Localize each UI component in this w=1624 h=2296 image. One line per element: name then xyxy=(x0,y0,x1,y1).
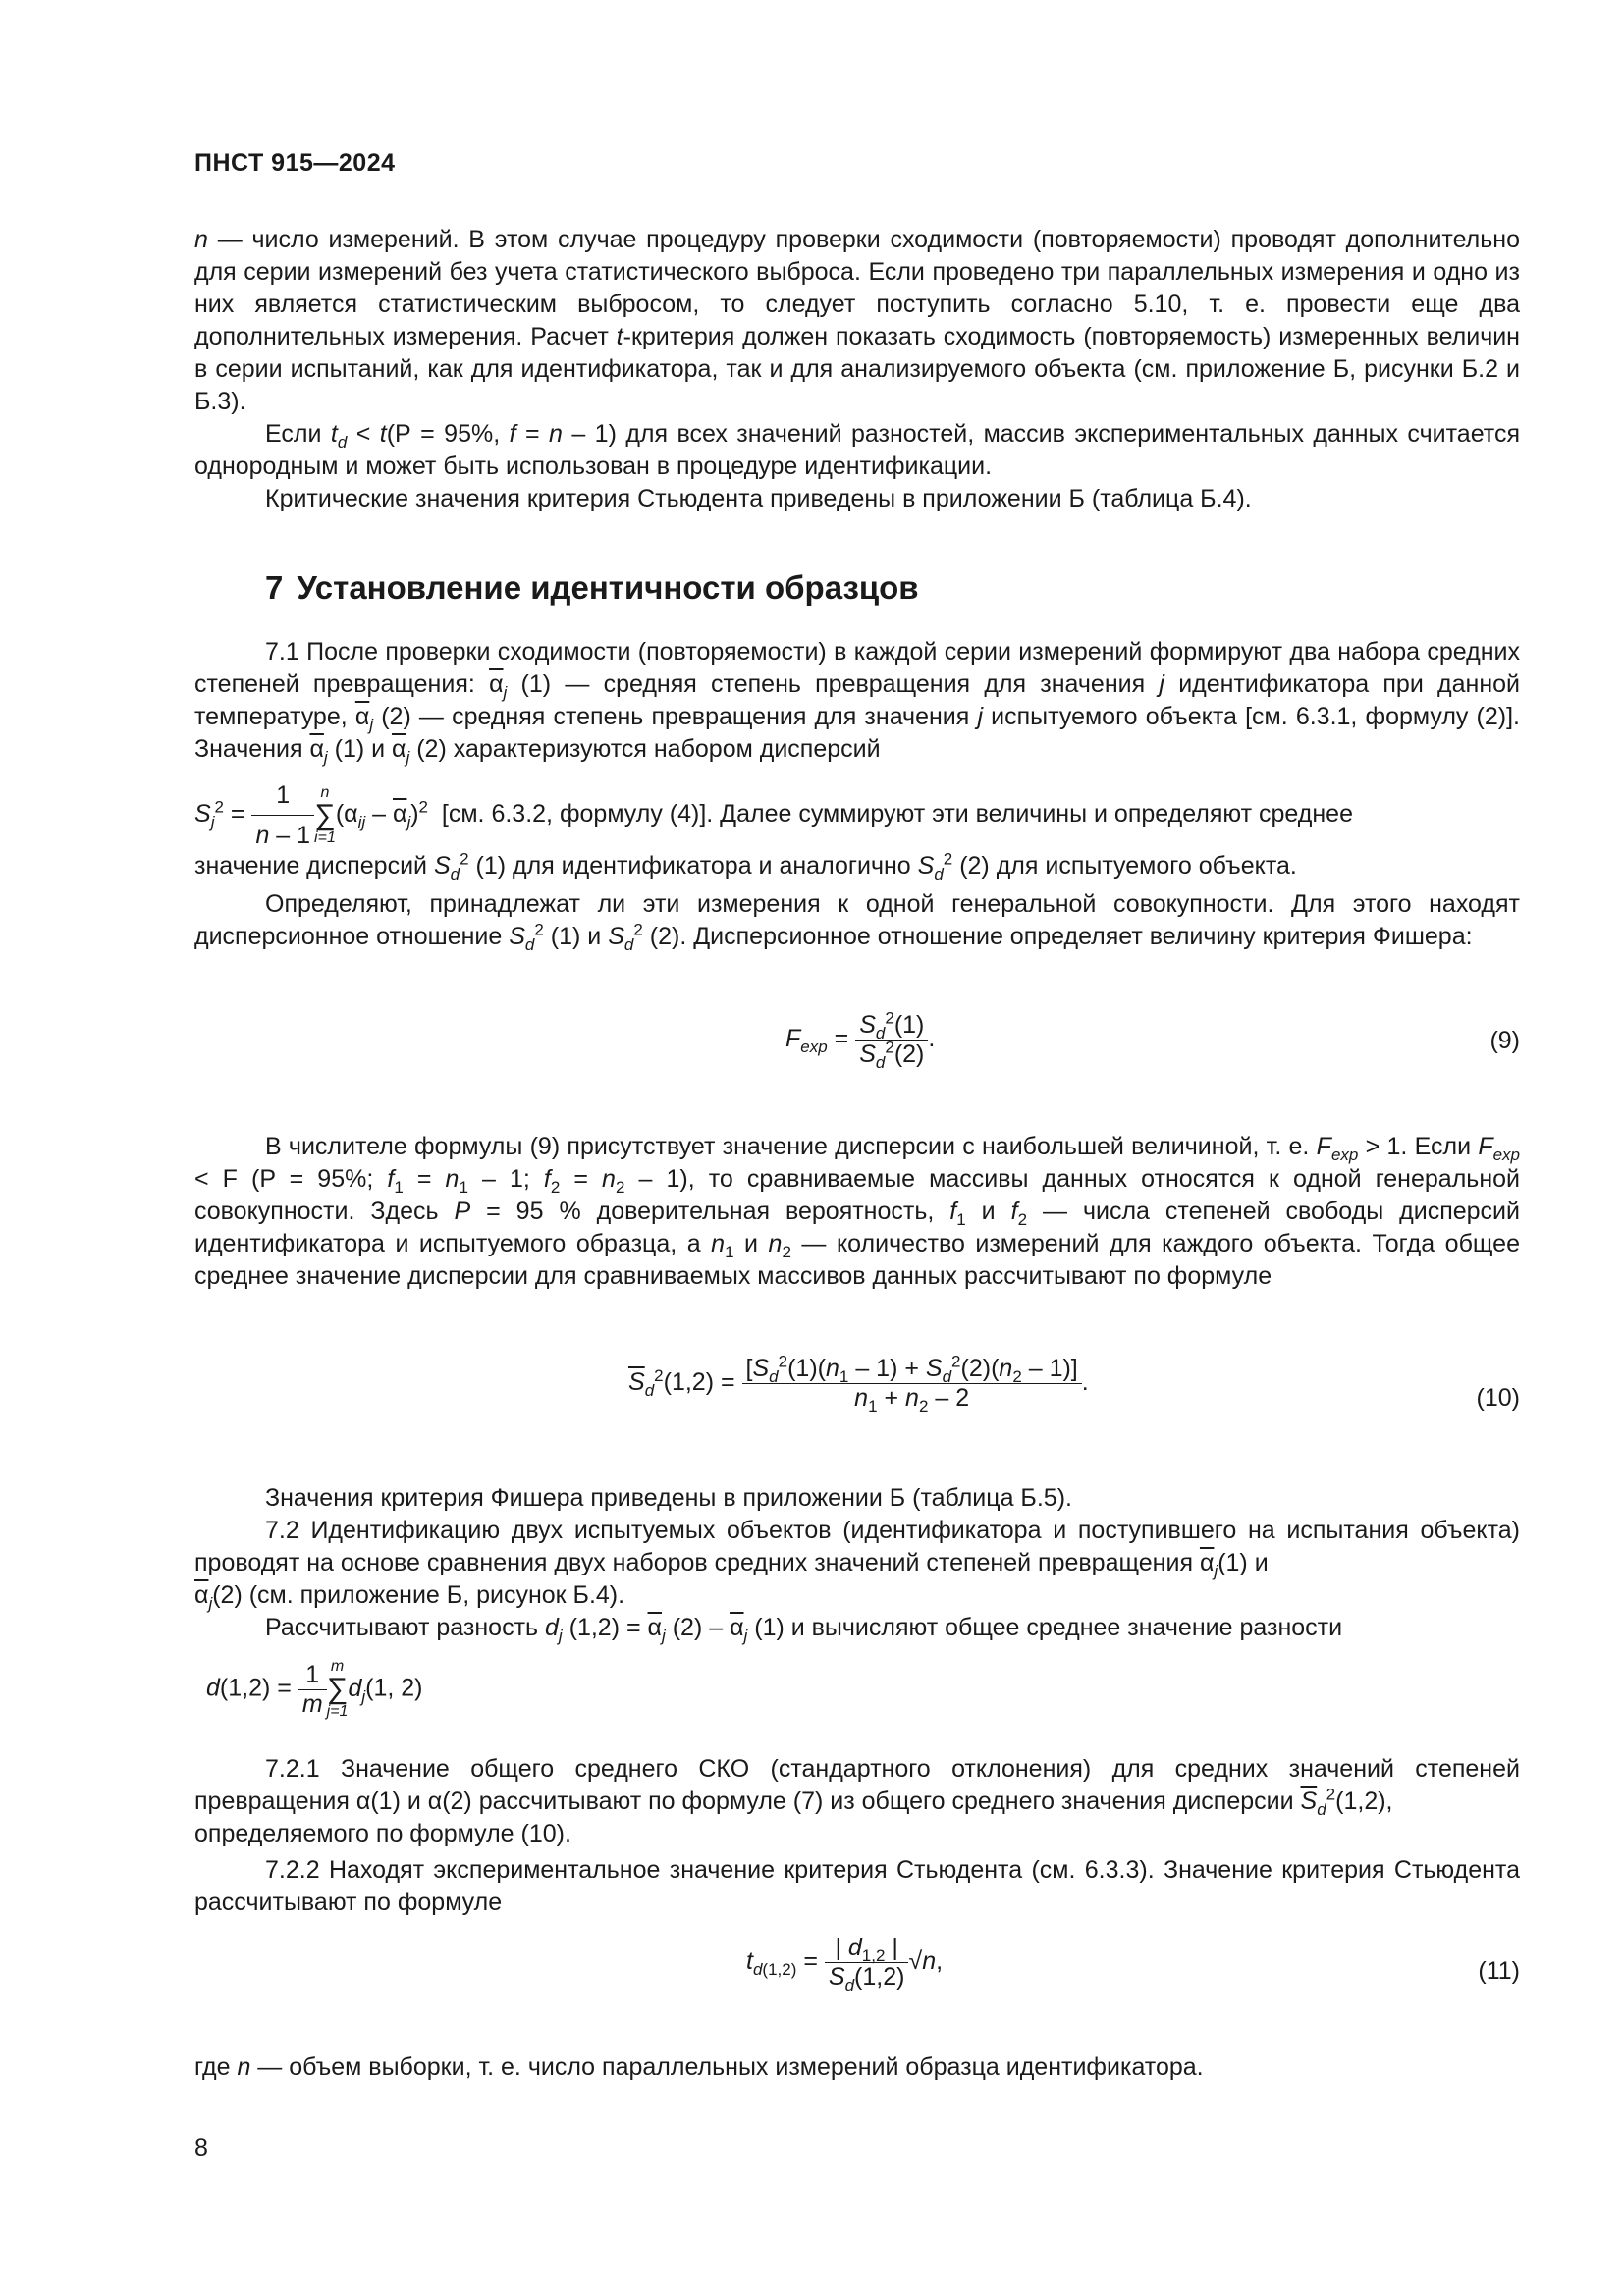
formula-9: $F_{exp}$ = $\frac{S_d^2(1)}{S_d^2(2)}$ . xyxy=(785,1008,936,1072)
paragraph-7-2: Значения критерия Фишера приведены в приложении Б (таблица Б.5). 7.2 Идентификацию двух испытуемых объектов (идентификатора и поступившего на испытания объекта) проводят на основе сравнения двух наборов средних значений степеней превращения $\overline{\alpha}_j(1)$ и $\overline{\alpha}_j(2)$ (см. приложение Б, рисунок Б.4). Рассчитывают разность $d_j$ $(1,2) = \overline{\alpha}_j$ $(2) - \overline{\alpha}_j$ (1) и вычисляют общее среднее значение разности xyxy=(194,1484,1520,1645)
paragraph: n — число измерений. В этом случае процедуру проверки сходимости (повторяемости) проводят дополнительно для серии измерений без учета статистического выброса. Если проведено три параллельных измерения и одно из них является статистическим выбросом, то следует поступить согласно 5.10, т. е. провести еще два дополнительных измерения. Расчет t-критерия должен показать сходимость (повторяемость) измеренных величин в серии испытаний, как для идентификатора, так и для анализируемого объекта (см. приложение Б, рисунки Б.2 и Б.3). xyxy=(194,226,1520,415)
paragraph-7-2-1: 7.2.1 Значение общего среднего СКО (стандартного отклонения) для средних значений степеней превращения α(1) и α(2) рассчитывают по формуле (7) из общего среднего значения дисперсии $\overline{S}_d^2(1,2)$, определяемого по формуле (10). 7.2.2 Находят экспериментальное значение критерия Стьюдента (см. 6.3.3). Значение критерия Стьюдента рассчитывают по формуле xyxy=(194,1755,1520,1916)
paragraph-7-1: 7.1 После проверки сходимости (повторяемости) в каждой серии измерений формируют два набора средних степеней превращения: $\overline{\alpha}_j$ (1) — средняя степень превращения для значения j идентификатора при данной температуре, $\overline{\alpha}_j$ (2) — средняя степень превращения для значения j испытуемого объекта [см. 6.3.1, формулу (2)]. Значения $\overline{\alpha}_j$ (1) и $\overline{\alpha}_j$ (2) характеризуются набором дисперсий xyxy=(194,638,1521,767)
variance-formula: $S_j^2$ = $\frac{1}{n - 1}$ n ∑ i=1 $(\alpha_{ij} - \overline{\alpha}_j)^2$ xyxy=(194,800,428,828)
paragraph: Критические значения критерия Стьюдента приведены в приложении Б (таблица Б.4). xyxy=(265,485,1252,512)
equation-number: (9) xyxy=(1489,1027,1520,1054)
paragraph-after-9: В числителе формулы (9) присутствует значение дисперсии с наибольшей величиной, т. е. $F_{exp} > 1$. Если $F_{exp} < F$ (P = 95%; $f_1 = n_1 - 1$; $f_2 = n_2 - 1$), то сравниваемые массивы данных относятся к одной генеральной совокупности. Здесь P = 95 % доверительная вероятность, $f_1$ и $f_2$ — числа степеней свободы дисперсий идентификатора и испытуемого образца, а $n_1$ и $n_2$ — количество измерений для каждого объекта. Тогда общее среднее значение дисперсии для сравниваемых массивов данных рассчитывают по формуле xyxy=(194,1133,1521,1290)
paragraph: Если $t_d < t(Р = 95\%$, f = n – 1) для всех значений разностей, массив экспериментальных данных считается однородным и может быть использован в процедуре идентификации. xyxy=(194,420,1520,480)
section6-tail xyxy=(194,224,1520,515)
formula-10: $\overline{S}_d^2(1,2)$ = $\frac{[S_d^2(1)(n_1 - 1) + S_d^2(2)(n_2 - 1)]}{n_1 + n_2 - 2}$ . xyxy=(628,1352,1089,1415)
page-number: 8 xyxy=(194,2134,208,2162)
section-heading: 7 Установление идентичности образцов xyxy=(265,569,919,606)
equation-number: (11) xyxy=(1478,1957,1520,1985)
variance-line: $S_j^2$ = $\frac{1}{n - 1}$ n ∑ i=1 $(\alpha_{ij} - \overline{\alpha}_j)^2$ [см. 6.3.2, формулу (4)]. Далее суммируют эти величины и определяют среднее xyxy=(194,775,1520,855)
paragraph-dispersion: значение дисперсий $S_d^2$ (1) для идентификатора и аналогично $S_d^2$ (2) для испытуемого объекта. Определяют, принадлежат ли эти измерения к одной генеральной совокупности. Для этого находят дисперсионное отношение $S_d^2$ (1) и $S_d^2$ (2). Дисперсионное отношение определяет величину критерия Фишера: xyxy=(194,849,1520,954)
document-code: ПНСТ 915—2024 xyxy=(194,149,396,177)
paragraph-where: где n — объем выборки, т. е. число параллельных измерений образца идентификатора. xyxy=(194,2054,1204,2081)
formula-11: $t_{d(1,2)}$ = $\frac{| d_{1,2} |}{S_d(1,2)}$ √n, xyxy=(746,1934,944,1995)
equation-number: (10) xyxy=(1476,1384,1520,1412)
formula-mean-difference: d(1,2) = $\frac{1}{m}$ m ∑ j=1 $d_j(1$, 2) xyxy=(206,1658,423,1720)
